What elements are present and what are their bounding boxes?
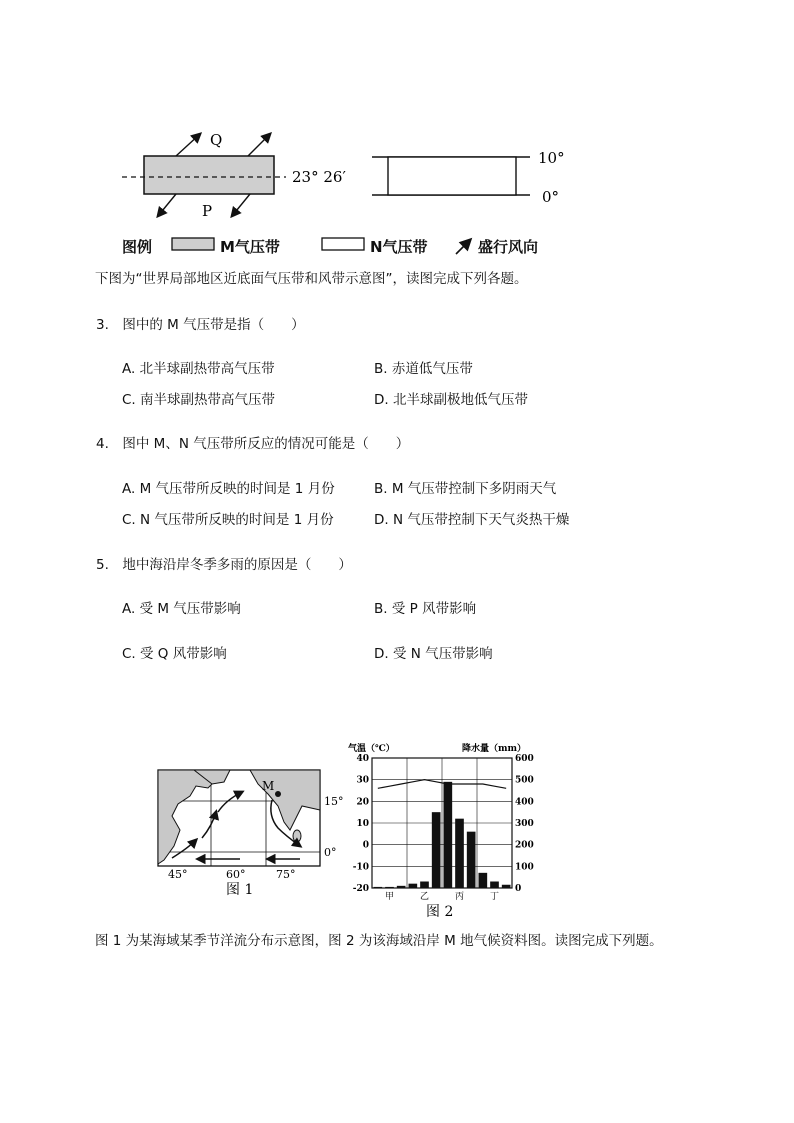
- q-label: Q: [210, 131, 223, 149]
- map-caption: 图 1: [226, 882, 254, 898]
- question-3-option-c: C. 南半球副热带高气压带: [122, 392, 276, 408]
- question-4-option-c: C. N 气压带所反映的时间是 1 月份: [122, 512, 334, 528]
- y-right-tick-label: 0: [515, 884, 522, 894]
- question-3-option-b: B. 赤道低气压带: [374, 361, 473, 377]
- map-lon-60-label: 60°: [226, 868, 246, 881]
- precipitation-bar: [467, 832, 476, 888]
- legend-wind-arrow-icon: [456, 240, 470, 254]
- y-left-tick-label: 10: [356, 819, 369, 829]
- chart-caption: 图 2: [426, 904, 454, 920]
- precipitation-bar: [420, 882, 429, 889]
- y-left-tick-label: -20: [352, 884, 369, 894]
- precipitation-bar: [409, 884, 418, 888]
- point-m-marker: [275, 791, 281, 797]
- precipitation-bar: [455, 819, 464, 888]
- precipitation-bar: [374, 887, 383, 888]
- question-3-option-d: D. 北半球副极地低气压带: [374, 392, 528, 408]
- question-5-option-c: C. 受 Q 风带影响: [122, 646, 227, 662]
- question-4-option-d: D. N 气压带控制下天气炎热干燥: [374, 512, 570, 528]
- x-axis-label: 丙: [454, 892, 465, 902]
- point-m-label: M: [262, 779, 275, 793]
- p-label: P: [202, 202, 213, 220]
- ocean-current-map-svg: [150, 760, 350, 900]
- question-5-option-d: D. 受 N 气压带影响: [374, 646, 493, 662]
- question-5-option-a: A. 受 M 气压带影响: [122, 601, 241, 617]
- precipitation-bar: [432, 812, 441, 888]
- tropic-latitude-label: 23° 26′: [292, 168, 346, 186]
- q-wind-arrow: [248, 134, 270, 156]
- land-sri-lanka: [293, 830, 301, 842]
- ocean-current-map: [150, 760, 350, 900]
- legend-title: 图例: [122, 238, 153, 256]
- y-right-tick-label: 600: [515, 754, 534, 764]
- p-wind-arrow: [232, 194, 250, 216]
- legend-n-swatch: [322, 238, 364, 250]
- precipitation-bar: [397, 886, 406, 888]
- x-axis-label: 甲: [384, 892, 395, 902]
- n-pressure-belt: [388, 157, 516, 195]
- y-left-axis-label: 气温（℃）: [348, 744, 395, 754]
- latitude-10-label: 10°: [538, 149, 565, 167]
- legend-n-label: N气压带: [370, 238, 428, 256]
- precipitation-bar: [385, 887, 394, 888]
- y-right-tick-label: 400: [515, 797, 534, 808]
- intro-text-1: 下图为“世界局部地区近底面气压带和风带示意图”，读图完成下列各题。: [95, 271, 528, 287]
- y-right-tick-label: 300: [515, 819, 534, 829]
- question-3-option-a: A. 北半球副热带高气压带: [122, 361, 275, 377]
- climate-chart: [340, 740, 540, 920]
- precipitation-bar: [490, 882, 499, 889]
- precipitation-bar: [479, 873, 488, 888]
- map-lon-45-label: 45°: [168, 868, 188, 881]
- precipitation-bar: [444, 782, 453, 888]
- m-pressure-belt: [144, 156, 274, 194]
- intro-text-2: 图 1 为某海域某季节洋流分布示意图，图 2 为该海域沿岸 M 地气候资料图。读图完成下列题。: [95, 933, 663, 949]
- map-lat-0-label: 0°: [324, 846, 337, 859]
- x-axis-label: 乙: [419, 892, 430, 902]
- map-lon-75-label: 75°: [276, 868, 296, 881]
- question-5-option-b: B. 受 P 风带影响: [374, 601, 477, 617]
- q-wind-arrow: [176, 134, 200, 156]
- x-axis-label: 丁: [489, 892, 500, 902]
- y-right-tick-label: 500: [515, 775, 534, 786]
- question-3-stem: 3. 图中的 M 气压带是指（ ）: [96, 317, 305, 333]
- y-left-tick-label: 30: [356, 775, 369, 786]
- y-left-tick-label: -10: [352, 862, 369, 873]
- y-left-tick-label: 0: [362, 840, 369, 851]
- p-wind-arrow: [158, 194, 176, 216]
- legend-m-swatch: [172, 238, 214, 250]
- map-lat-15-label: 15°: [324, 795, 344, 808]
- y-left-tick-label: 40: [356, 754, 369, 764]
- question-4-option-a: A. M 气压带所反映的时间是 1 月份: [122, 481, 335, 497]
- question-4-option-b: B. M 气压带控制下多阴雨天气: [374, 481, 557, 497]
- legend-m-label: M气压带: [220, 238, 280, 256]
- question-4-stem: 4. 图中 M、N 气压带所反应的情况可能是（ ）: [96, 436, 410, 452]
- question-5-stem: 5. 地中海沿岸冬季多雨的原因是（ ）: [96, 557, 352, 573]
- y-right-axis-label: 降水量（mm）: [462, 744, 527, 754]
- y-left-tick-label: 20: [356, 797, 369, 808]
- latitude-0-label: 0°: [542, 188, 560, 206]
- precipitation-bar: [502, 885, 511, 888]
- climate-chart-svg: [340, 740, 540, 920]
- legend-wind-label: 盛行风向: [478, 238, 539, 256]
- y-right-tick-label: 200: [515, 840, 534, 851]
- y-right-tick-label: 100: [515, 862, 534, 873]
